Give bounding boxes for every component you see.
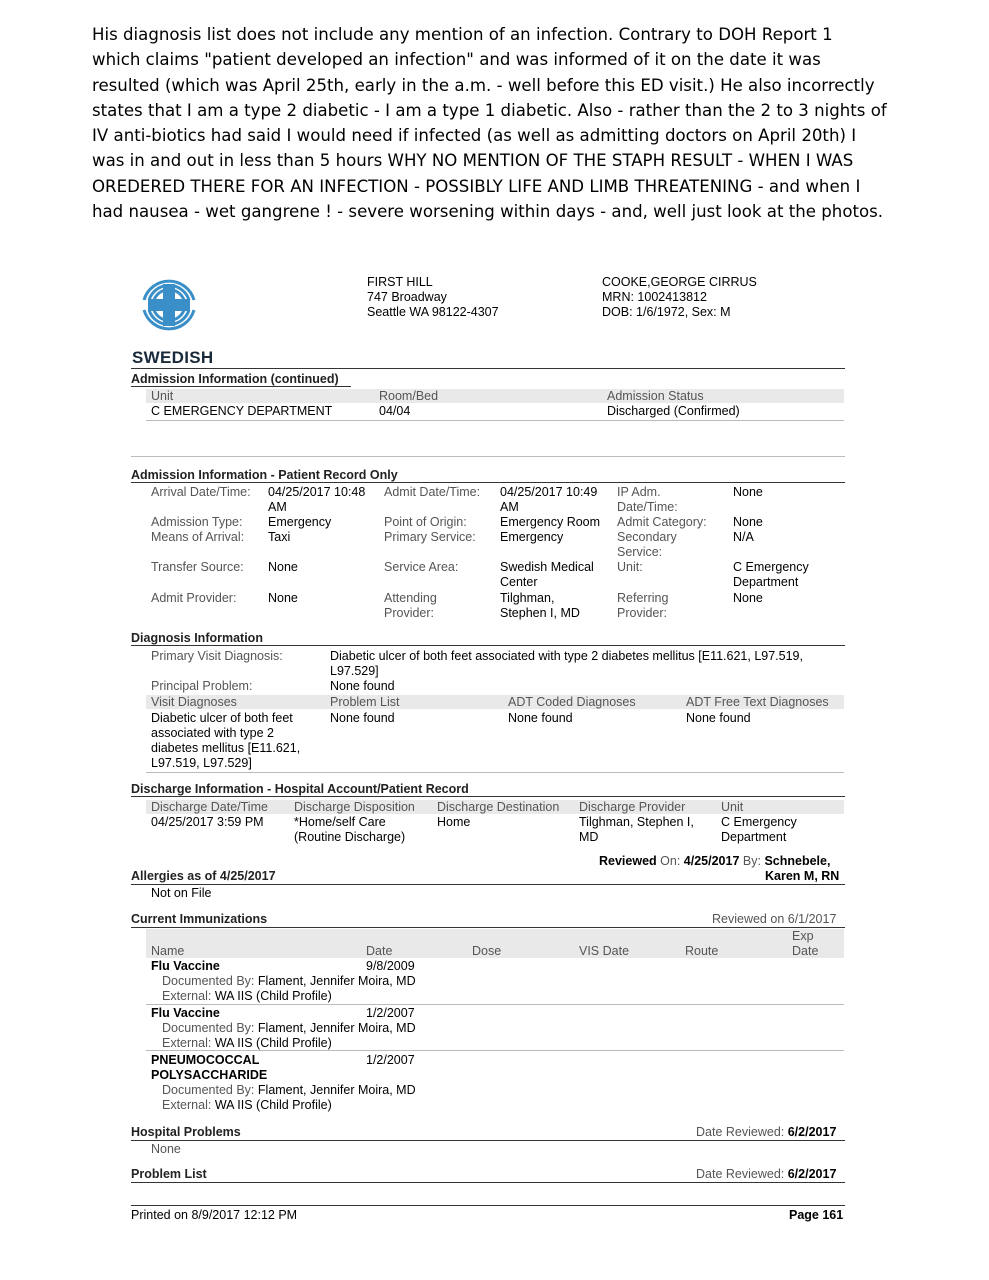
immunization-date: 1/2/2007 [366,1053,415,1067]
primary-diagnosis-value: Diabetic ulcer of both feet associated with type 2 diabetes mellitus [E11.621, L97.519, [330,649,803,663]
adt-free-text-value: None found [686,711,751,725]
secondary-service-value: N/A [733,530,754,544]
means-of-arrival-label: Means of Arrival: [151,530,245,544]
referring-value: None [733,591,763,605]
secondary-service-label: Secondary [617,530,677,544]
visit-diagnosis-line: associated with type 2 [151,726,274,740]
col-discharge-provider: Discharge Provider [579,800,686,814]
point-of-origin-label: Point of Origin: [384,515,467,529]
immunization-documented: Documented By: Flament, Jennifer Moira, MD [162,974,416,988]
hospital-problems-value: None [151,1142,181,1156]
discharge-disposition-value: *Home/self Care [294,815,386,829]
patient-name: COOKE,GEORGE CIRRUS [602,275,757,289]
admission-type-value: Emergency [268,515,332,529]
row-divider [146,420,844,421]
section-title-problem-list: Problem List [131,1167,207,1181]
transfer-source-value: None [268,560,298,574]
immunization-name: Flu Vaccine [151,1006,220,1020]
immunization-date: 9/8/2009 [366,959,415,973]
section-title-admission-continued: Admission Information (continued) [131,372,339,386]
col-problem-list: Problem List [330,695,400,709]
principal-problem-value: None found [330,679,395,693]
commentary-line: was in and out in less than 5 hours WHY NO MENTION OF THE STAPH RESULT - WHEN I WAS [92,151,854,171]
admit-category-label: Admit Category: [617,515,707,529]
discharge-datetime-value: 04/25/2017 3:59 PM [151,815,264,829]
facility-address: 747 Broadway [367,290,447,304]
facility-city: Seattle WA 98122-4307 [367,305,499,319]
admit-category-value: None [733,515,763,529]
col-visit-diagnoses: Visit Diagnoses [151,695,237,709]
col-exp: Exp [792,929,814,943]
unit-label: Unit: [617,560,643,574]
attending-label: Attending [384,591,437,605]
immunization-external: External: WA IIS (Child Profile) [162,1098,332,1112]
admission-type-label: Admission Type: [151,515,243,529]
admit-provider-label: Admit Provider: [151,591,237,605]
service-area-label: Service Area: [384,560,459,574]
section-title-diagnosis: Diagnosis Information [131,631,263,645]
table-header-band [146,389,844,403]
printed-timestamp: Printed on 8/9/2017 12:12 PM [131,1208,298,1222]
unit-value: C EMERGENCY DEPARTMENT [151,404,333,418]
row-divider [146,1004,844,1005]
ip-adm-value: None [733,485,763,499]
immunization-date: 1/2/2007 [366,1006,415,1020]
immunization-name: Flu Vaccine [151,959,220,973]
admit-datetime-label: Admit Date/Time: [384,485,481,499]
row-divider [146,1050,844,1051]
ip-adm-label: IP Adm. [617,485,661,499]
col-discharge-unit: Unit [721,800,744,814]
immunizations-reviewed: Reviewed on 6/1/2017 [712,912,837,926]
immunization-documented: Documented By: Flament, Jennifer Moira, MD [162,1083,416,1097]
discharge-provider-value: Tilghman, Stephen I, [579,815,694,829]
section-underline [131,386,351,387]
section-underline [131,1140,845,1141]
commentary-line: His diagnosis list does not include any mention of an infection. Contrary to DOH Report 1 [92,25,833,44]
arrival-label: Arrival Date/Time: [151,485,251,499]
primary-service-label: Primary Service: [384,530,476,544]
footer-divider [131,1205,845,1206]
col-vis-date: VIS Date [579,944,630,958]
col-discharge-datetime: Discharge Date/Time [151,800,268,814]
facility-name: FIRST HILL [367,275,433,289]
visit-diagnosis-line: Diabetic ulcer of both feet [151,711,293,725]
immunization-name-2: POLYSACCHARIDE [151,1068,268,1082]
section-title-allergies: Allergies as of 4/25/2017 [131,869,276,883]
patient-mrn: MRN: 1002413812 [602,290,707,304]
section-underline [131,1182,845,1183]
col-adt-free-text: ADT Free Text Diagnoses [686,695,829,709]
col-discharge-disposition: Discharge Disposition [294,800,415,814]
arrival-value: 04/25/2017 10:48 [268,485,366,499]
unit-value: C Emergency [733,560,809,574]
allergies-reviewed: Reviewed On: 4/25/2017 By: Schnebele, [599,854,831,868]
col-route: Route [685,944,719,958]
secondary-service-label-2: Service: [617,545,663,559]
allergies-reviewer: Karen M, RN [765,869,840,883]
means-of-arrival-value: Taxi [268,530,291,544]
unit-value-2: Department [733,575,799,589]
section-underline [131,645,845,646]
primary-service-value: Emergency [500,530,564,544]
admission-status-value: Discharged (Confirmed) [607,404,740,418]
patient-dob: DOB: 1/6/1972, Sex: M [602,305,731,319]
allergies-value: Not on File [151,886,212,900]
problem-list-reviewed: Date Reviewed: 6/2/2017 [696,1167,837,1181]
commentary-line: which claims "patient developed an infection" and was informed of it on the date it was [92,50,821,70]
section-underline [131,884,845,885]
section-underline [131,796,845,797]
attending-label-2: Provider: [384,606,435,620]
admit-datetime-value: 04/25/2017 10:49 [500,485,598,499]
section-divider [131,456,845,457]
arrival-value-ampm: AM [268,500,287,514]
col-adt-coded: ADT Coded Diagnoses [508,695,636,709]
col-admission-status: Admission Status [607,389,704,403]
section-title-admission-record: Admission Information - Patient Record Only [131,468,398,482]
col-unit: Unit [151,389,174,403]
adt-coded-value: None found [508,711,573,725]
hospital-problems-reviewed: Date Reviewed: 6/2/2017 [696,1125,837,1139]
swedish-logo-icon [134,270,204,340]
immunization-external: External: WA IIS (Child Profile) [162,1036,332,1050]
room-bed-value: 04/04 [379,404,411,418]
immunization-external: External: WA IIS (Child Profile) [162,989,332,1003]
admit-datetime-ampm: AM [500,500,519,514]
section-title-immunizations: Current Immunizations [131,912,268,926]
commentary-line: states that I am a type 2 diabetic - I am a type 1 diabetic. Also - rather than the 2 to 3 nights of [92,100,887,120]
page-number: Page 161 [789,1208,844,1222]
discharge-disposition-value-2: (Routine Discharge) [294,830,406,844]
admit-provider-value: None [268,591,298,605]
col-dose: Dose [472,944,502,958]
col-exp-date: Date [792,944,819,958]
transfer-source-label: Transfer Source: [151,560,244,574]
discharge-unit-value: C Emergency [721,815,797,829]
referring-label: Referring [617,591,669,605]
row-divider [146,772,844,773]
discharge-unit-value-2: Department [721,830,787,844]
discharge-destination-value: Home [437,815,471,829]
header-divider [131,368,845,369]
section-title-hospital-problems: Hospital Problems [131,1125,241,1139]
problem-list-value: None found [330,711,395,725]
attending-value-2: Stephen I, MD [500,606,580,620]
col-discharge-destination: Discharge Destination [437,800,560,814]
ip-adm-label-2: Date/Time: [617,500,678,514]
commentary-line: had nausea - wet gangrene ! - severe worsening within days - and, well just look at the photos. [92,202,884,222]
col-name: Name [151,944,185,958]
primary-diagnosis-value-2: L97.529] [330,664,379,678]
visit-diagnosis-line: L97.519, L97.529] [151,756,252,770]
service-area-value: Swedish Medical [500,560,594,574]
visit-diagnosis-line: diabetes mellitus [E11.621, [151,741,301,755]
immunization-documented: Documented By: Flament, Jennifer Moira, MD [162,1021,416,1035]
section-title-discharge: Discharge Information - Hospital Account/Patient Record [131,782,469,796]
col-room-bed: Room/Bed [379,389,439,403]
commentary-line: IV anti-biotics had said I would need if infected (as well as admitting doctors on April 20th) I [92,126,857,146]
discharge-provider-value-2: MD [579,830,599,844]
section-underline [131,482,845,483]
immunization-name: PNEUMOCOCCAL [151,1053,260,1067]
primary-diagnosis-label: Primary Visit Diagnosis: [151,649,283,663]
referring-label-2: Provider: [617,606,668,620]
attending-value: Tilghman, [500,591,555,605]
principal-problem-label: Principal Problem: [151,679,253,693]
section-underline [131,927,845,928]
col-date: Date [366,944,393,958]
point-of-origin-value: Emergency Room [500,515,601,529]
swedish-logo-text: SWEDISH [132,348,214,367]
commentary-line: OREDERED THERE FOR AN INFECTION - POSSIBLY LIFE AND LIMB THREATENING - and when I [92,176,861,196]
commentary-line: resulted (which was April 25th, early in the a.m. - well before this ED visit.) He also incorrectly [92,75,875,95]
service-area-value-2: Center [500,575,538,589]
